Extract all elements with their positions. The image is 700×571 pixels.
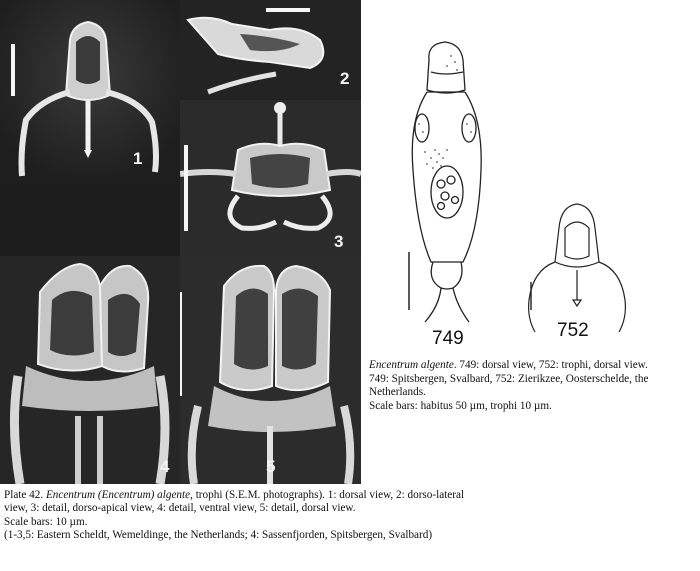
panel-number-1: 1 xyxy=(133,149,143,168)
species-name: Encentrum (Encentrum) algente xyxy=(45,489,191,501)
caption-line-2: view, 3: detail, dorso-apical view, 4: detail, ventral view, 5: detail, dorsal view. xyxy=(4,502,356,515)
sem-panel-4 xyxy=(0,256,180,484)
caption-line-4: (1-3,5: Eastern Scheldt, Wemeldinge, the Netherlands; 4: Sassenfjorden, Spitsbergen, Svalbard) xyxy=(4,529,433,542)
plate-caption xyxy=(4,489,694,543)
caption-line-1: Plate 42. Encentrum (Encentrum) algente, trophi (S.E.M. photographs). 1: dorsal view, 2: dorso-lateral xyxy=(4,489,465,501)
line-drawings xyxy=(365,0,700,360)
scale-bar xyxy=(11,44,15,96)
caption-line-3: Netherlands. xyxy=(369,386,426,399)
panel-number-5: 5 xyxy=(266,457,276,476)
sem-panel-1 xyxy=(0,0,180,184)
scale-bar xyxy=(180,292,182,396)
figure-number-749: 749 xyxy=(432,328,464,349)
species-name: Encentrum algente xyxy=(369,359,454,371)
caption-line-1: Encentrum algente. 749: dorsal view, 752: trophi, dorsal view. xyxy=(369,359,648,371)
caption-line-3: Scale bars: 10 µm. xyxy=(4,515,88,528)
figure-number-752: 752 xyxy=(557,320,589,341)
sem-plate xyxy=(0,0,361,484)
caption-line-2: 749: Spitsbergen, Svalbard, 752: Zierikzee, Oosterschelde, the xyxy=(369,372,649,385)
sem-panel-5 xyxy=(180,256,361,484)
drawings-caption xyxy=(369,359,699,413)
scale-bar xyxy=(184,145,188,231)
scale-bar xyxy=(266,8,310,12)
panel-number-4: 4 xyxy=(160,457,170,476)
caption-line-4: Scale bars: habitus 50 µm, trophi 10 µm. xyxy=(369,399,552,412)
sem-panel-3 xyxy=(180,100,361,256)
panel-number-3: 3 xyxy=(334,232,344,251)
trophi-drawing-752 xyxy=(365,0,700,360)
sem-panel-2 xyxy=(180,0,361,100)
panel-number-2: 2 xyxy=(340,69,350,88)
